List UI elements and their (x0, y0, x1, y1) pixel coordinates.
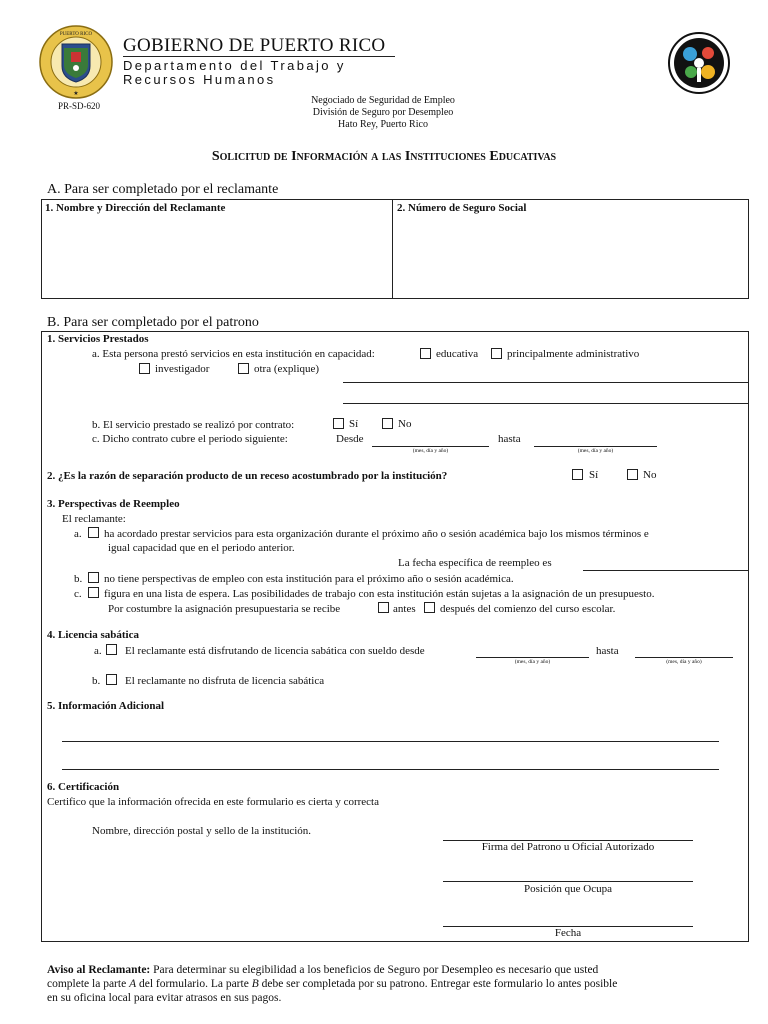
section-6-heading: 6. Certificación (47, 781, 120, 793)
s4-a-text: El reclamante está disfrutando de licencia sabática con sueldo desde (125, 645, 425, 657)
puerto-rico-seal-logo (38, 24, 114, 100)
label-receso-no: No (643, 469, 657, 481)
checkbox-investigador[interactable] (139, 363, 150, 374)
otra-explain-line-1[interactable] (343, 382, 749, 383)
signature-label: Firma del Patrono u Oficial Autorizado (481, 841, 655, 853)
s3-b-prefix: b. (74, 573, 83, 585)
checkbox-receso-no[interactable] (627, 469, 638, 480)
claimant-name-address-field[interactable] (44, 216, 389, 296)
label-receso-si: Sí (589, 469, 599, 481)
claimant-name-address-label: 1. Nombre y Dirección del Reclamante (45, 202, 226, 214)
part-b-heading: B. Para ser completado por el patrono (47, 315, 259, 330)
checkbox-administrativo[interactable] (491, 348, 502, 359)
checkbox-sabatica-a[interactable] (106, 644, 117, 655)
s3-a-text-2: igual capacidad que en el periodo anterior. (108, 542, 295, 554)
s4-b-prefix: b. (92, 675, 101, 687)
s1-a-text: a. Esta persona prestó servicios en esta institución en capacidad: (92, 348, 375, 360)
s3-a-prefix: a. (74, 528, 82, 540)
institution-stamp-area[interactable] (92, 840, 422, 935)
s3-fecha-label: La fecha específica de reempleo es (398, 557, 552, 569)
position-label: Posición que Ocupa (524, 883, 612, 895)
checkbox-reempleo-c[interactable] (88, 587, 99, 598)
form-title: Solicitud de Información a las Instituciones Educativas (211, 149, 557, 164)
government-title: GOBIERNO DE PUERTO RICO (123, 35, 386, 56)
office-line-3: Hato Rey, Puerto Rico (338, 119, 428, 130)
contract-end-date-field[interactable] (534, 446, 657, 447)
claimant-notice (47, 963, 752, 1005)
section-5-heading: 5. Información Adicional (47, 700, 165, 712)
checkbox-reempleo-a[interactable] (88, 527, 99, 538)
contract-start-date-field[interactable] (372, 446, 489, 447)
part-a-divider (392, 199, 393, 299)
label-antes: antes (393, 603, 416, 615)
label-administrativo: principalmente administrativo (507, 348, 640, 360)
institution-label: Nombre, dirección postal y sello de la institución. (92, 825, 312, 837)
s3-intro: El reclamante: (62, 513, 126, 525)
checkbox-contract-si[interactable] (333, 418, 344, 429)
s3-c-prefix: c. (74, 588, 82, 600)
s1-b-text: b. El servicio prestado se realizó por contrato: (92, 419, 295, 431)
department-line-1: Departamento del Trabajo y (123, 58, 346, 73)
label-despues: después del comienzo del curso escolar. (440, 603, 616, 615)
notice-line-2c: debe ser completada por su patrono. Entregar este formulario lo antes posible (258, 978, 618, 990)
label-hasta: hasta (498, 433, 521, 445)
checkbox-contract-no[interactable] (382, 418, 393, 429)
office-line-1: Negociado de Seguridad de Empleo (311, 95, 455, 106)
checkbox-sabatica-b[interactable] (106, 674, 117, 685)
section-2-question: 2. ¿Es la razón de separación producto de un receso acostumbrado por la institución? (47, 470, 448, 482)
section-1-heading: 1. Servicios Prestados (47, 333, 149, 345)
department-line-2: Recursos Humanos (123, 72, 276, 87)
svg-text:★: ★ (73, 91, 79, 97)
checkbox-otra[interactable] (238, 363, 249, 374)
label-desde: Desde (336, 433, 364, 445)
label-otra: otra (explique) (254, 363, 320, 375)
hint-sabatica-start: (mes, día y año) (514, 659, 551, 665)
notice-line-3: en su oficina local para evitar atrasos en sus pagos. (47, 992, 282, 1004)
notice-part-a: A (129, 978, 137, 990)
label-educativa: educativa (436, 348, 479, 360)
s4-a-prefix: a. (94, 645, 102, 657)
notice-bold: Aviso al Reclamante: (47, 964, 151, 976)
checkbox-despues[interactable] (424, 602, 435, 613)
otra-explain-line-2[interactable] (343, 403, 749, 404)
position-line[interactable] (443, 881, 693, 882)
reempleo-date-field[interactable] (583, 570, 749, 571)
label-investigador: investigador (155, 363, 210, 375)
hint-end-date: (mes, día y año) (577, 448, 614, 454)
section-4-heading: 4. Licencia sabática (47, 629, 139, 641)
s3-c-text-1: figura en una lista de espera. Las posibilidades de trabajo con esta institución están sujetas a la asignación de un presupuesto. (104, 588, 655, 600)
label-contract-si: Sí (349, 418, 359, 430)
hint-sabatica-end: (mes, día y año) (666, 659, 702, 665)
notice-part-b: B (251, 978, 259, 990)
s3-c-text-2: Por costumbre la asignación presupuestaria se recibe (108, 603, 341, 615)
s1-c-text: c. Dicho contrato cubre el periodo siguiente: (92, 433, 288, 445)
s4-b-text: El reclamante no disfruta de licencia sabática (125, 675, 325, 687)
notice-line-1: Para determinar su elegibilidad a los beneficios de Seguro por Desempleo es necesario que usted (150, 964, 599, 976)
checkbox-reempleo-b[interactable] (88, 572, 99, 583)
hint-start-date: (mes, día y año) (412, 448, 449, 454)
department-emblem-logo (668, 32, 730, 94)
form-code: PR-SD-620 (58, 101, 101, 111)
additional-info-line-1[interactable] (62, 741, 719, 742)
checkbox-receso-si[interactable] (572, 469, 583, 480)
header-rule (123, 56, 395, 57)
section-3-heading: 3. Perspectivas de Reempleo (47, 498, 180, 510)
office-line-2: División de Seguro por Desempleo (312, 107, 454, 118)
date-label: Fecha (554, 927, 582, 939)
additional-info-line-2[interactable] (62, 769, 719, 770)
part-a-heading: A. Para ser completado por el reclamante (47, 182, 279, 197)
ssn-label: 2. Número de Seguro Social (397, 202, 527, 214)
s3-b-text: no tiene perspectivas de empleo con esta institución para el próximo año o sesión académica. (104, 573, 514, 585)
notice-line-2b: del formulario. La parte (136, 978, 252, 990)
svg-text:PUERTO RICO: PUERTO RICO (59, 32, 93, 37)
certification-statement: Certifico que la información ofrecida en este formulario es cierta y correcta (47, 796, 379, 808)
sabatica-start-date-field[interactable] (476, 657, 589, 658)
ssn-field[interactable] (396, 216, 746, 296)
label-contract-no: No (398, 418, 412, 430)
sabatica-end-date-field[interactable] (635, 657, 733, 658)
s4-hasta: hasta (596, 645, 619, 657)
checkbox-educativa[interactable] (420, 348, 431, 359)
checkbox-antes[interactable] (378, 602, 389, 613)
s3-a-text-1: ha acordado prestar servicios para esta organización durante el próximo año o sesión académica bajo los mismos términos e (104, 528, 649, 540)
notice-line-2a: complete la parte (47, 978, 130, 990)
